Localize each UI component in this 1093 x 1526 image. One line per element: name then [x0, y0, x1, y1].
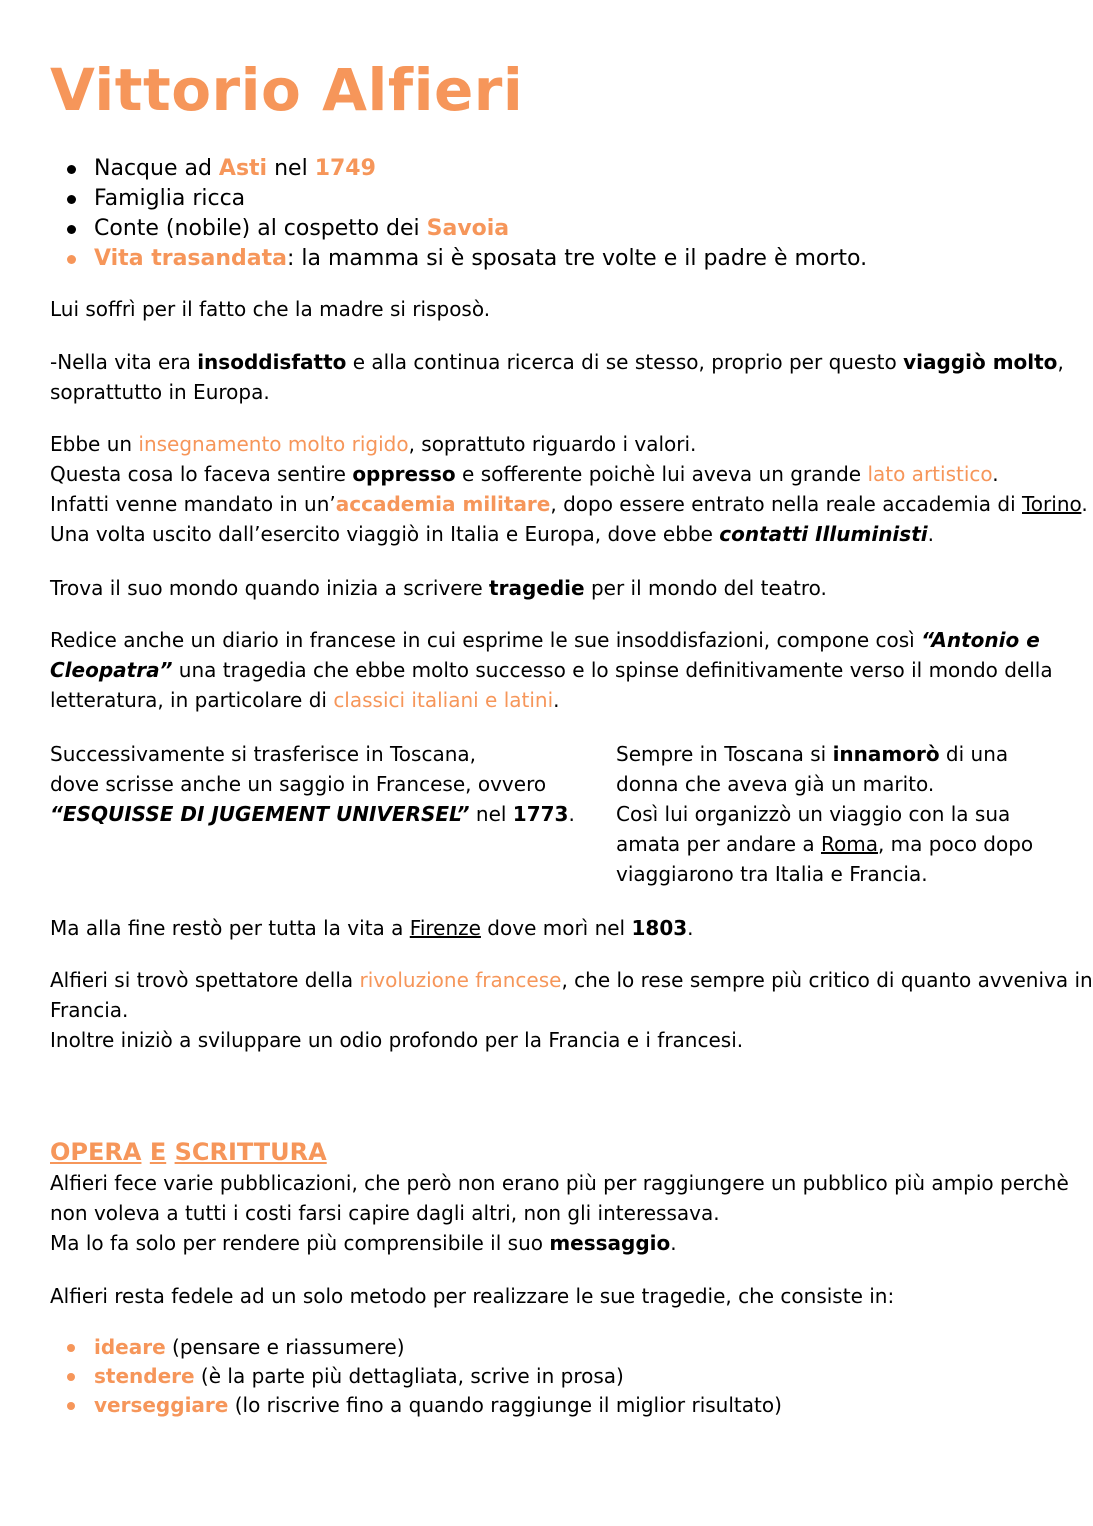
list-item: Famiglia ricca: [60, 184, 867, 214]
paragraph-travel: -Nella vita era insoddisfatto e alla continua ricerca di se stesso, proprio per questo viaggiò molto, soprattutto in Europa.: [50, 350, 1064, 404]
section-heading: OPERA E SCRITTURA: [50, 1138, 327, 1166]
page-title: Vittorio Alfieri: [50, 56, 524, 124]
paragraph-method: Alfieri resta fedele ad un solo metodo per realizzare le sue tragedie, che consiste in:: [50, 1284, 895, 1308]
house-name: Savoia: [426, 216, 510, 241]
paragraph-revolution: Alfieri si trovò spettatore della rivoluzione francese, che lo rese sempre più critico di quanto avveniva in Francia. Inoltre iniziò a sviluppare un odio profondo per la Francia e i francesi.: [50, 968, 1093, 1052]
column-left: Successivamente si trasferisce in Toscana, dove scrisse anche un saggio in Francese, ovvero “ESQUISSE DI JUGEMENT UNIVERSEL” nel 1773.: [50, 742, 575, 826]
paragraph-diary: Redice anche un diario in francese in cui esprime le sue insoddisfazioni, compone così “Antonio e Cleopatra” una tragedia che ebbe molto successo e lo spinse definitivamente verso il mondo della letteratura, in particolare di classici italiani e latini.: [50, 628, 1053, 712]
paragraph-mother: Lui soffrì per il fatto che la madre si risposò.: [50, 297, 491, 321]
paragraph-education: Ebbe un insegnamento molto rigido, soprattuto riguardo i valori. Questa cosa lo faceva sentire oppresso e sofferente poichè lui aveva un grande lato artistico. Infatti venne mandato in un’accademia militare, dopo essere entrato nella reale accademia di Torino. Una volta uscito dall’esercito viaggiò in Italia e Europa, dove ebbe contatti Illuministi.: [50, 432, 1088, 546]
bio-bullet-list: [60, 154, 867, 274]
bullet-dot-icon: [67, 195, 76, 204]
bullet-dot-icon: [67, 255, 76, 264]
paragraph-publications: Alfieri fece varie pubblicazioni, che però non erano più per raggiungere un pubblico più ampio perchè non voleva a tutti i costi farsi capire dagli altri, non gli interessava. Ma lo fa solo per rendere più comprensibile il suo messaggio.: [50, 1171, 1069, 1255]
bullet-dot-icon: [67, 1344, 75, 1352]
bullet-dot-icon: [67, 1402, 75, 1410]
paragraph-florence: Ma alla fine restò per tutta la vita a Firenze dove morì nel 1803.: [50, 916, 694, 940]
list-item: ideare (pensare e riassumere): [60, 1333, 782, 1362]
list-item: verseggiare (lo riscrive fino a quando raggiunge il miglior risultato): [60, 1391, 782, 1420]
paragraph-tragedies: Trova il suo mondo quando inizia a scrivere tragedie per il mondo del teatro.: [50, 576, 827, 600]
bullet-dot-icon: [67, 165, 76, 174]
birth-year: 1749: [314, 156, 376, 181]
list-item: Vita trasandata: la mamma si è sposata tre volte e il padre è morto.: [60, 244, 867, 274]
column-right: Sempre in Toscana si innamorò di una donna che aveva già un marito. Così lui organizzò un viaggio con la sua amata per andare a Roma, ma poco dopo viaggiarono tra Italia e Francia.: [616, 742, 1034, 886]
list-item: Nacque ad Asti nel 1749: [60, 154, 867, 184]
list-item: Conte (nobile) al cospetto dei Savoia: [60, 214, 867, 244]
highlight-term: Vita trasandata: [94, 246, 287, 271]
birth-city: Asti: [218, 156, 268, 181]
list-item: stendere (è la parte più dettagliata, scrive in prosa): [60, 1362, 782, 1391]
bullet-dot-icon: [67, 1373, 75, 1381]
bullet-dot-icon: [67, 225, 76, 234]
method-steps-list: [60, 1333, 782, 1420]
